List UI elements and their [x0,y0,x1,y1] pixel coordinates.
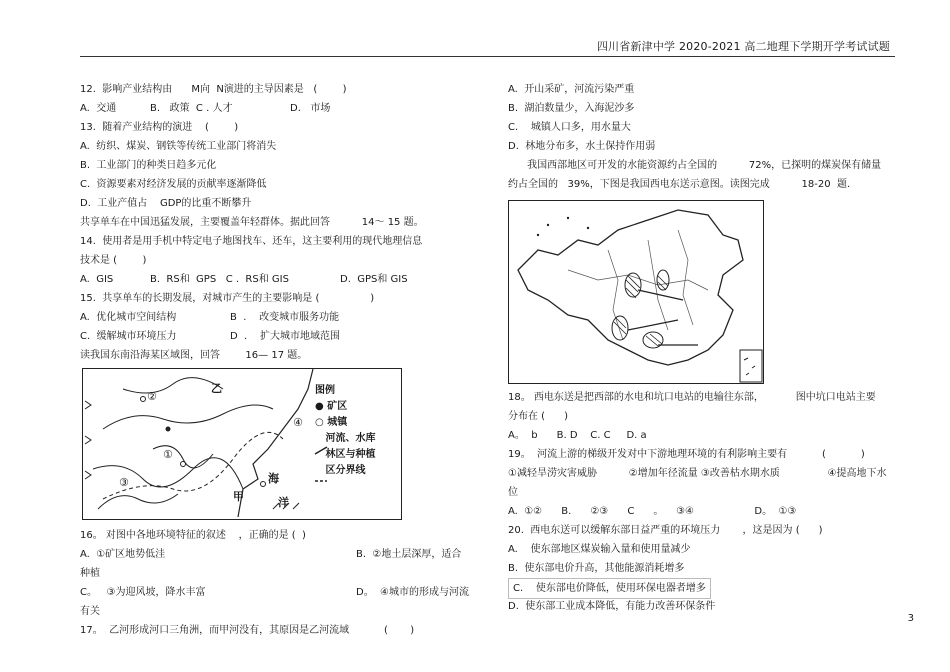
legend-town: ○ 城镇 [315,417,348,428]
intro-14-15: 共享单车在中国迅猛发展，主要覆盖年轻群体。据此回答 14～ 15 题。 [80,217,424,228]
q14-options [80,270,475,289]
map-label-2: ② [147,390,157,403]
q20-option-a: A. 使东部地区煤炭输入量和使用量减少 [508,544,691,555]
q14-option-a: A. GIS [80,274,114,285]
q20-option-b: B. 使东部电价升高，其他能源消耗增多 [508,563,685,574]
west-east-power-map [508,200,764,384]
q13-option-b: B. 工业部门的种类日趋多元化 [80,160,217,171]
left-column [80,80,475,640]
q13-option-a: A. 纺织、煤炭、钢铁等传统工业部门将消失 [80,141,277,152]
q13-option-c: C. 资源要素对经济发展的贡献率逐渐降低 [80,179,267,190]
q16-option-d: D。 ④城市的形成与河流 [356,587,470,598]
legend-title: 图例 [315,385,335,396]
q17-stem: 17。 乙河形成河口三角洲，而甲河没有，其原因是乙河流域 ( ) [80,625,415,636]
legend-boundary-line2: 区分界线 [315,465,366,476]
q13-option-d: D. 工业产值占 GDP的比重不断攀升 [80,198,252,209]
q12-options [80,99,475,118]
map-label-yi: 乙 [211,382,222,395]
q19-stem: 19。 河流上游的梯级开发对中下游地理环境的有利影响主要有 ( ) [508,449,865,460]
q12-option-d: D. 市场 [290,103,331,114]
map-label-1: ① [163,448,173,461]
header-rule [80,56,895,57]
q16-option-b-cont: 种植 [80,568,100,579]
china-map-drawing [508,200,764,384]
map-legend [315,383,375,479]
legend-boundary-line1: 林区与种植 [315,449,376,460]
q19-choices-line1: ①减轻旱涝灾害威胁 ②增加年径流量 ③改善枯水期水质 ④提高地下水 [508,468,887,479]
page-number: 3 [907,613,914,624]
q14-option-bc: B. RS和 GPS C . RS和 GIS [150,274,289,285]
q18-stem-line1: 18。 西电东送是把西部的水电和坑口电站的电输往东部， 图中坑口电站主要 [508,392,876,403]
intro-18-20-line2: 约占全国的 39%，下图是我国西电东送示意图。读图完成 18-20 题. [508,179,851,190]
q16-option-a: A. ①矿区地势低洼 [80,549,166,560]
q17-option-a: A. 开山采矿，河流污染严重 [508,84,635,95]
q12-stem: 12. 影响产业结构由 M向 N演进的主导因素是 ( ) [80,84,347,95]
q16-options-cd [80,583,475,602]
q20-option-d: D. 使东部工业成本降低，有能力改善环保条件 [508,601,716,612]
coastal-region-map [82,368,402,520]
q17-option-d: D. 林地分布多，水土保持作用弱 [508,141,656,152]
map-label-4: ④ [293,416,303,429]
intro-18-20-line1: 我国西部地区可开发的水能资源约占全国的 72%，已探明的煤炭保有储量 [508,160,882,171]
q15-option-a: A. 优化城市空间结构 [80,312,177,323]
q15-stem: 15. 共享单车的长期发展，对城市产生的主要影响是 ( ) [80,293,375,304]
legend-mine: ● 矿区 [315,401,348,412]
q18-options: A。 b B. D C. C D. a [508,430,647,441]
q19-choices-line2: 位 [508,487,518,498]
map-label-sea-1: 海 [268,472,279,485]
intro-16-17: 读我国东南沿海某区域图，回答 16— 17 题。 [80,350,308,361]
legend-river: 河流、水库 [315,433,376,444]
q15-options-ab [80,308,475,327]
q14-stem-line1: 14. 使用者是用手机中特定电子地图找车、还车，这主要利用的现代地理信息 [80,236,423,247]
page-header: 四川省新津中学 2020-2021 高二地理下学期开学考试试题 [596,40,890,53]
map-label-sea-2: 洋 [278,496,289,509]
q16-options-ab [80,545,475,564]
q17-option-c: C. 城镇人口多，用水量大 [508,122,631,133]
q20-stem: 20. 西电东送可以缓解东部日益严重的环境压力 ，这是因为 ( ) [508,525,823,536]
q16-stem: 16。 对图中各地环境特征的叙述 ，正确的是 ( ) [80,530,306,541]
q20-option-c [508,578,908,597]
q18-stem-line2: 分布在 ( ) [508,411,569,422]
q12-option-a: A. 交通 [80,103,117,114]
right-column [508,80,908,616]
map-label-3: ③ [119,476,129,489]
q14-stem-line2: 技术是 ( ) [80,255,147,266]
q15-option-b: B . 改变城市服务功能 [230,312,340,323]
q13-stem: 13. 随着产业结构的演进 ( ) [80,122,239,133]
q15-option-c: C. 缓解城市环境压力 [80,331,177,342]
q15-options-cd [80,327,475,346]
q16-option-b: B. ②地土层深厚，适合 [356,549,462,560]
q14-option-d: D. GPS和 GIS [340,274,408,285]
q12-option-bc: B. 政策 C . 人才 [150,103,233,114]
map-label-jia: 甲 [233,490,244,503]
q16-option-c: C。 ③为迎风坡，降水丰富 [80,587,206,598]
q17-option-b: B. 湖泊数量少，入海泥沙多 [508,103,635,114]
q20-option-c-text: C. 使东部电价降低，使用环保电器者增多 [508,578,711,599]
q19-options: A. ①② B. ②③ C 。 ③④ D。 ①③ [508,506,797,517]
q15-option-d: D . 扩大城市地域范围 [230,331,340,342]
q16-option-d-cont: 有关 [80,606,100,617]
